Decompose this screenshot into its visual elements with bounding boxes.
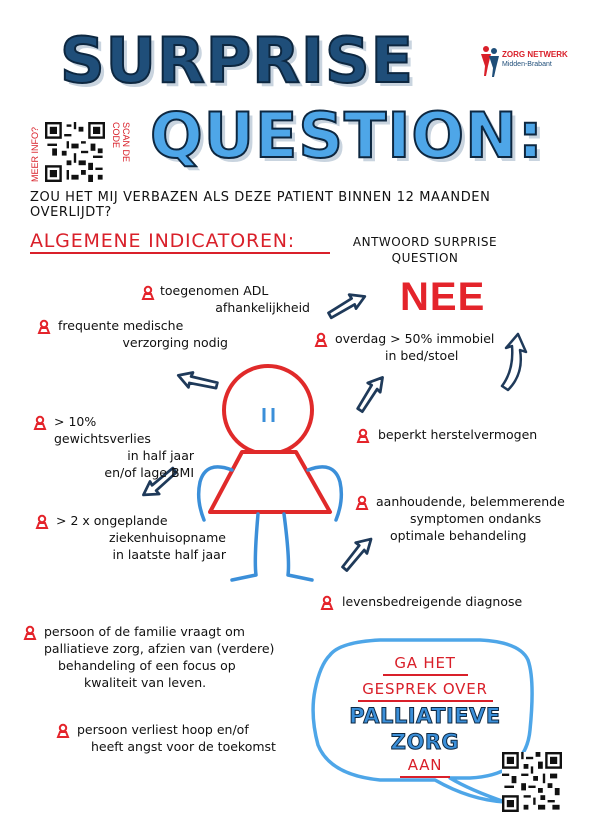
arrow-to-immobile — [350, 373, 390, 413]
cta-line-1: GA HET — [394, 654, 456, 672]
surprise-question-text: ZOU HET MIJ VERBAZEN ALS DEZE PATIENT BINNEN 12 MAANDEN OVERLIJDT? — [30, 190, 491, 220]
indicator-hospital-line-1: > 2 x ongeplande — [56, 513, 168, 528]
indicator-family — [44, 623, 304, 691]
indicator-family-line-4: kwaliteit van leven. — [84, 675, 207, 690]
logo-region: Midden-Brabant — [502, 61, 552, 68]
indicator-recovery-line-1: beperkt herstelvermogen — [378, 427, 538, 442]
indicator-family-line-3: behandeling of een focus op — [58, 658, 236, 673]
indicator-care-line-1: frequente medische — [58, 318, 184, 333]
indicator-diagnosis — [342, 593, 552, 610]
indicator-adl-line-1: toegenomen ADL — [160, 283, 269, 298]
indicator-weight — [54, 413, 194, 481]
arrow-to-symptoms — [336, 534, 377, 571]
person-icon-immobile — [316, 334, 326, 346]
arrow-answer-up — [502, 334, 526, 390]
indicator-immobile-line-2: in bed/stoel — [385, 348, 459, 363]
indicator-hope-line-1: persoon verliest hoop en/of — [77, 722, 249, 737]
title-line-1: SURPRISE — [60, 24, 414, 97]
figure-leg-left — [232, 514, 258, 580]
cta-underline-1 — [383, 674, 468, 676]
indicator-weight-line-1: > 10% gewichtsverlies — [54, 414, 151, 446]
person-icon-diagnosis — [322, 597, 332, 609]
indicator-symptoms-line-3: optimale behandeling — [390, 528, 527, 543]
meer-info-label: MEER INFO? — [30, 126, 40, 182]
indicator-immobile-line-1: overdag > 50% immobiel — [335, 331, 495, 346]
title-line-2: QUESTION: — [150, 99, 544, 172]
indicator-family-line-1: persoon of de familie vraagt om — [44, 624, 245, 639]
person-icon-hope — [58, 725, 68, 737]
indicator-care — [58, 317, 228, 351]
figure-head — [224, 366, 312, 454]
arrow-to-adl — [325, 290, 368, 318]
answer-label-line-1: ANTWOORD SURPRISE — [352, 235, 498, 249]
person-icon-recovery — [358, 430, 368, 442]
indicator-hope — [77, 721, 307, 755]
section-heading: ALGEMENE INDICATOREN: — [30, 230, 295, 252]
indicator-hope-line-2: heeft angst voor de toekomst — [91, 739, 276, 754]
figure-leg-right — [284, 514, 312, 580]
qr-code-bottom[interactable] — [502, 752, 562, 812]
indicator-adl-line-2: afhankelijkheid — [215, 300, 310, 315]
arrow-to-care — [176, 366, 219, 398]
indicator-care-line-2: verzorging nodig — [122, 335, 228, 350]
indicator-hospital — [56, 512, 226, 563]
cta-underline-3 — [400, 776, 450, 778]
person-icon-symptoms — [357, 497, 367, 509]
person-icon-care — [39, 321, 49, 333]
person-icon-family — [25, 627, 35, 639]
logo-name: ZORG NETWERK — [502, 50, 568, 59]
indicator-symptoms-line-2: symptomen ondanks — [410, 511, 542, 526]
answer-label-line-2: QUESTION — [391, 251, 459, 265]
figure-body — [210, 452, 330, 512]
person-icon-hospital — [37, 516, 47, 528]
indicator-weight-line-3: en/of lage BMI — [104, 465, 194, 480]
cta-line-2: GESPREK OVER — [362, 680, 488, 698]
scan-de-code-label: SCAN DE CODE — [111, 122, 131, 163]
indicator-hospital-line-3: in laatste half jaar — [112, 547, 226, 562]
indicator-diagnosis-line-1: levensbedreigende diagnose — [342, 594, 523, 609]
cta-underline-2 — [358, 700, 493, 702]
cta-line-3: PALLIATIEVE — [349, 704, 501, 728]
indicator-weight-line-2: in half jaar — [127, 448, 194, 463]
indicator-hospital-line-2: ziekenhuisopname — [109, 530, 226, 545]
indicator-symptoms-line-1: aanhoudende, belemmerende — [376, 494, 565, 509]
cta-line-4: ZORG — [390, 730, 460, 754]
cta-line-5: AAN — [407, 756, 443, 774]
indicator-family-line-2: palliatieve zorg, afzien van (verdere) — [44, 641, 275, 656]
indicator-immobile — [335, 330, 505, 364]
indicator-symptoms — [376, 493, 571, 544]
person-icon-adl — [143, 287, 153, 299]
indicator-adl — [160, 282, 310, 316]
person-icon-weight — [35, 417, 45, 429]
answer-value: NEE — [400, 275, 486, 319]
indicator-recovery — [378, 426, 568, 443]
